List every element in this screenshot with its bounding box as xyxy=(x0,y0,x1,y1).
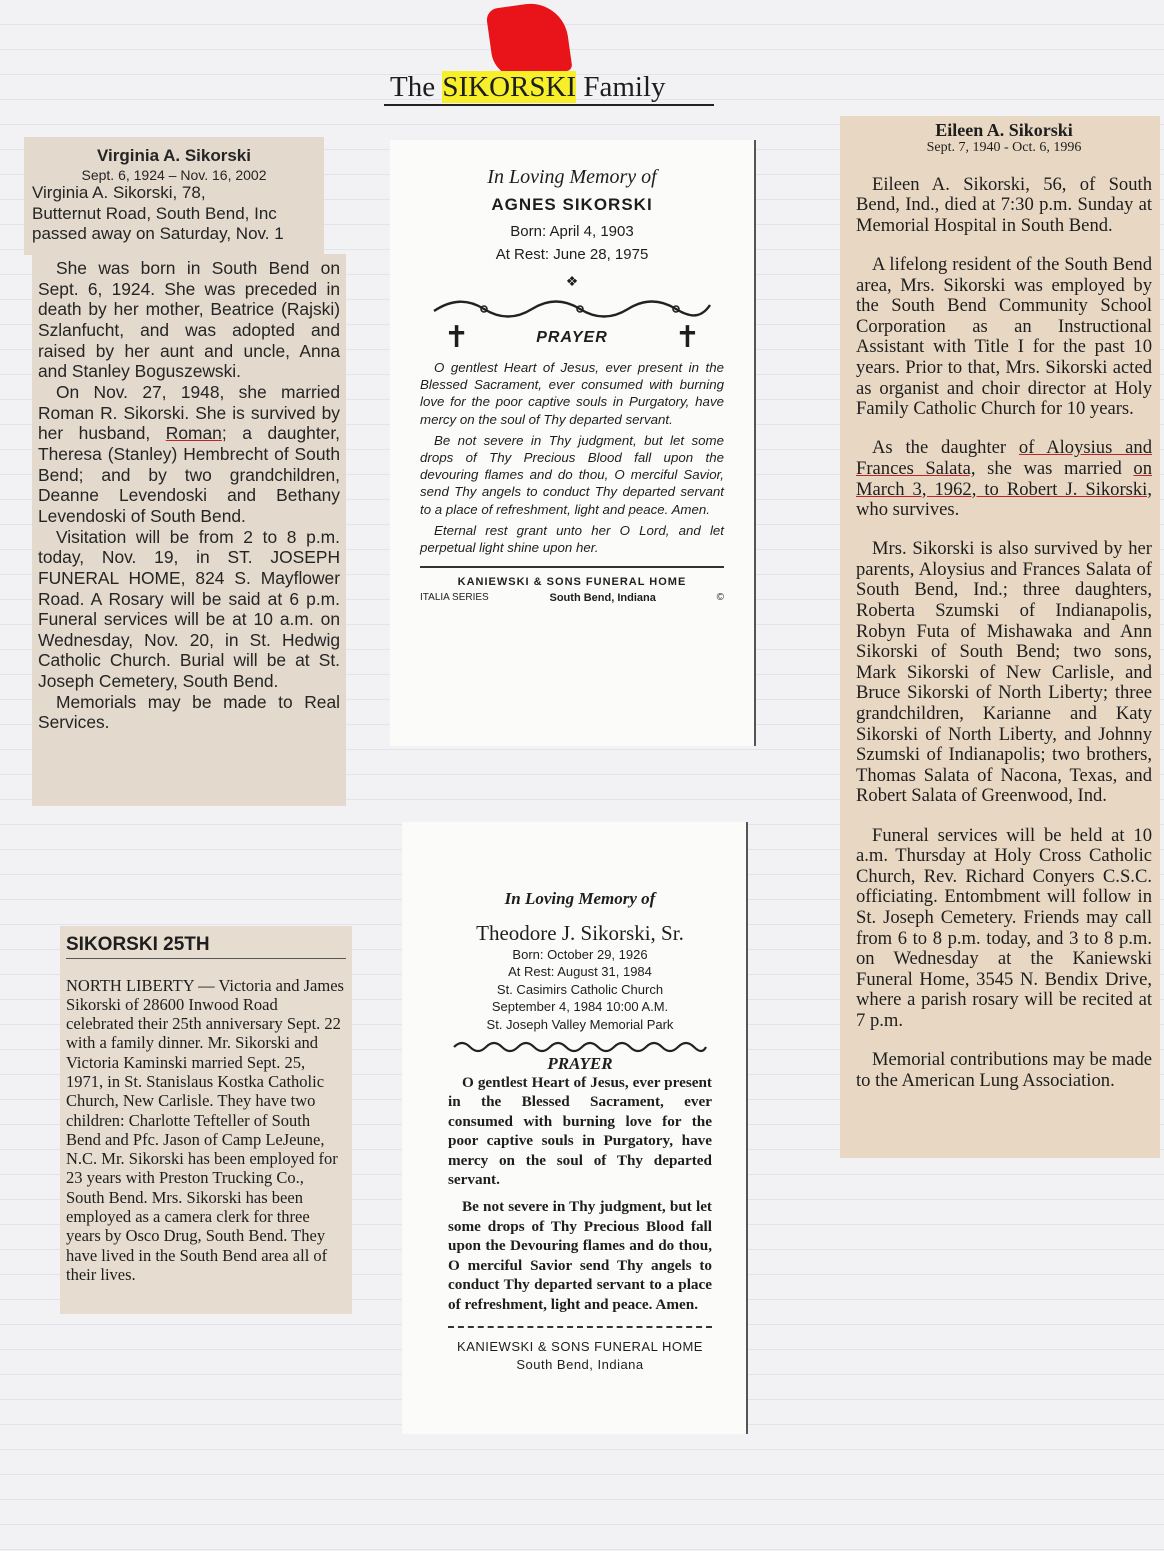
prayer-title: PRAYER xyxy=(547,1054,613,1074)
diamond-ornament-icon: ❖ xyxy=(565,275,579,290)
funeral-home: KANIEWSKI & SONS FUNERAL HOME xyxy=(457,1338,703,1354)
underlined-name: Roman xyxy=(165,423,222,444)
eileen-name: Eileen A. Sikorski xyxy=(935,120,1073,140)
virginia-lead-line: Butternut Road, South Bend, Inc xyxy=(32,203,277,223)
wave-ornament-icon xyxy=(452,1039,708,1055)
virginia-obituary-header xyxy=(24,137,324,255)
underlined-text: of Aloysius and Frances Salata, xyxy=(856,437,1152,479)
card-detail-line: St. Casimirs Catholic Church xyxy=(496,981,664,997)
anniversary-heading: SIKORSKI 25TH xyxy=(66,932,346,959)
memory-heading: In Loving Memory of xyxy=(504,889,656,908)
rest-date: At Rest: June 28, 1975 xyxy=(495,246,649,263)
scroll-ornament-icon xyxy=(432,297,712,321)
prayer-paragraph: Be not severe in Thy judgment, but let some drops of Thy Precious Blood fall upon the Devouring flames and do thou, O merciful Savior send Thy angels to conduct Thy departed servant to a place of refreshment, light and peace. Amen. xyxy=(448,1198,712,1313)
card-detail-line: September 4, 1984 10:00 A.M. xyxy=(491,999,669,1015)
prayer-paragraph: O gentlest Heart of Jesus, ever present in the Blessed Sacrament, ever consumed with burning love for the poor captive souls in Purgatory, have mercy on the soul of Thy departed servant. xyxy=(448,1074,712,1189)
copyright-mark: © xyxy=(716,592,724,604)
funeral-home: KANIEWSKI & SONS FUNERAL HOME xyxy=(457,576,687,589)
anniversary-clipping xyxy=(60,926,352,1314)
deceased-name: Theodore J. Sikorski, Sr. xyxy=(476,921,684,945)
card-footer xyxy=(420,592,724,604)
eileen-paragraph: Funeral services will be held at 10 a.m. Thursday at Holy Cross Catholic Church, Rev. Richard Conyers C.S.C. officiating. Entombment will follow in St. Joseph Cemetery. Friends may call from 6 to 8 p.m. today, and 3 to 8 p.m. on Wednesday at the Kaniewski Funeral Home, 3545 N. Bendix Drive, where a parish rosary will be recited at 7 p.m. xyxy=(856,824,1152,1031)
prayer-paragraph: Eternal rest grant unto her O Lord, and let perpetual light shine upon her. xyxy=(420,522,724,556)
divider xyxy=(448,1326,712,1328)
theodore-prayer-card xyxy=(402,822,748,1434)
eileen-paragraph: Mrs. Sikorski is also survived by her parents, Aloysius and Frances Salata of South Bend, Ind.; three daughters, Roberta Szumski of Indianapolis, Robyn Futa of Mishawaka and Ann Sikorski of South Bend; two sons, Mark Sikorski of New Carlisle, and Bruce Sikorski of North Liberty; three grandchildren, Karianne and Katy Sikorski of North Liberty, and Johnny Szumski of Indianapolis; two brothers, Thomas Salata of Nacona, Texas, and Robert Salata of Greenwood, Ind. xyxy=(856,538,1152,807)
funeral-home-location: South Bend, Indiana xyxy=(549,592,656,605)
eileen-paragraph: As the daughter of Aloysius and Frances Salata, she was married on March 3, 1962, to Robert J. Sikorski, who survives. xyxy=(856,437,1152,521)
eileen-dates: Sept. 7, 1940 - Oct. 6, 1996 xyxy=(926,140,1082,155)
agnes-prayer-card xyxy=(390,140,756,746)
memory-heading: In Loving Memory of xyxy=(487,166,657,188)
underlined-text: on March 3, 1962, to Robert J. Sikorski, xyxy=(856,457,1152,500)
eileen-paragraph: Memorial contributions may be made to the American Lung Association. xyxy=(856,1049,1152,1091)
eileen-paragraph: A lifelong resident of the South Bend area, Mrs. Sikorski was employed by the South Bend Community School Corporation as an Instructional Assistant with Title I for the past 10 years. Prior to that, Mrs. Sikorski acted as organist and choir director at Holy Family Catholic Church for 10 years. xyxy=(856,253,1152,420)
prayer-title: PRAYER xyxy=(536,329,608,346)
card-detail-line: Born: October 29, 1926 xyxy=(512,947,648,962)
virginia-paragraph: Memorials may be made to Real Services. xyxy=(38,691,340,733)
eileen-obituary xyxy=(840,116,1160,1158)
virginia-dates: Sept. 6, 1924 – Nov. 16, 2002 xyxy=(81,167,267,183)
eileen-paragraph: Eileen A. Sikorski, 56, of South Bend, Ind., died at 7:30 p.m. Sunday at Memorial Hospital in South Bend. xyxy=(856,173,1152,236)
prayer-paragraph: O gentlest Heart of Jesus, ever present in the Blessed Sacrament, ever consumed with burning love for the poor captive souls in Purgatory, have mercy on the soul of Thy departed servant. xyxy=(420,360,724,427)
divider xyxy=(420,566,724,568)
born-date: Born: April 4, 1903 xyxy=(510,223,634,240)
virginia-paragraph: On Nov. 27, 1948, she married Roman R. Sikorski. She is survived by her husband, Roman; a daughter, Theresa (Stanley) Hembrecht of South Bend; and by two grandchildren, Deanne Levendoski and Bethany Levendoski of South Bend. xyxy=(38,381,340,526)
cross-icon: ✝ xyxy=(674,321,700,354)
page-title: The SIKORSKI Family xyxy=(384,68,714,106)
virginia-name: Virginia A. Sikorski xyxy=(96,146,251,165)
card-detail-line: At Rest: August 31, 1984 xyxy=(508,964,652,980)
virginia-lead-line: Virginia A. Sikorski, 78, xyxy=(32,183,206,202)
virginia-obituary-body xyxy=(32,254,346,806)
deceased-name: AGNES SIKORSKI xyxy=(491,195,653,214)
virginia-paragraph: Visitation will be from 2 to 8 p.m. today, Nov. 19, in ST. JOSEPH FUNERAL HOME, 824 S. Mayflower Road. A Rosary will be said at 6 p.m. Funeral services will be at 10 a.m. on Wednesday, Nov. 20, in St. Hedwig Catholic Church. Burial will be at St. Joseph Cemetery, South Bend. xyxy=(38,526,340,692)
cross-icon: ✝ xyxy=(444,321,470,354)
title-highlight: SIKORSKI xyxy=(442,71,577,103)
funeral-home-location: South Bend, Indiana xyxy=(516,1356,644,1372)
virginia-paragraph: She was born in South Bend on Sept. 6, 1924. She was preceded in death by her mother, Beatrice (Rajski) Szlanfucht, and was adopted and raised by her aunt and uncle, Anna and Stanley Boguszewski. xyxy=(38,258,340,382)
card-detail-line: St. Joseph Valley Memorial Park xyxy=(486,1016,674,1032)
anniversary-text: NORTH LIBERTY — Victoria and James Sikorski of 28600 Inwood Road celebrated their 25th anniversary Sept. 22 with a family dinner. Mr. Sikorski and Victoria Kaminski married Sept. 25, 1971, in St. Stanislaus Kostka Catholic Church, New Carlisle. They have two children: Charlotte Tefteller of South Bend and Pfc. Jason of Camp LeJeune, N.C. Mr. Sikorski has been employed for 23 years with Preston Trucking Co., South Bend. Mrs. Sikorski has been employed as a camera clerk for three years by Osco Drug, South Bend. They have lived in the South Bend area all of their lives. xyxy=(66,975,344,1284)
virginia-lead-line: passed away on Saturday, Nov. 1 xyxy=(32,224,284,243)
series-label: ITALIA SERIES xyxy=(420,592,489,604)
prayer-paragraph: Be not severe in Thy judgment, but let some drops of Thy Precious Blood fall upon the devouring flames and do thou, O merciful Savior, send Thy angels to conduct Thy departed servant to a place of refreshment, light and peace. Amen. xyxy=(420,432,724,517)
